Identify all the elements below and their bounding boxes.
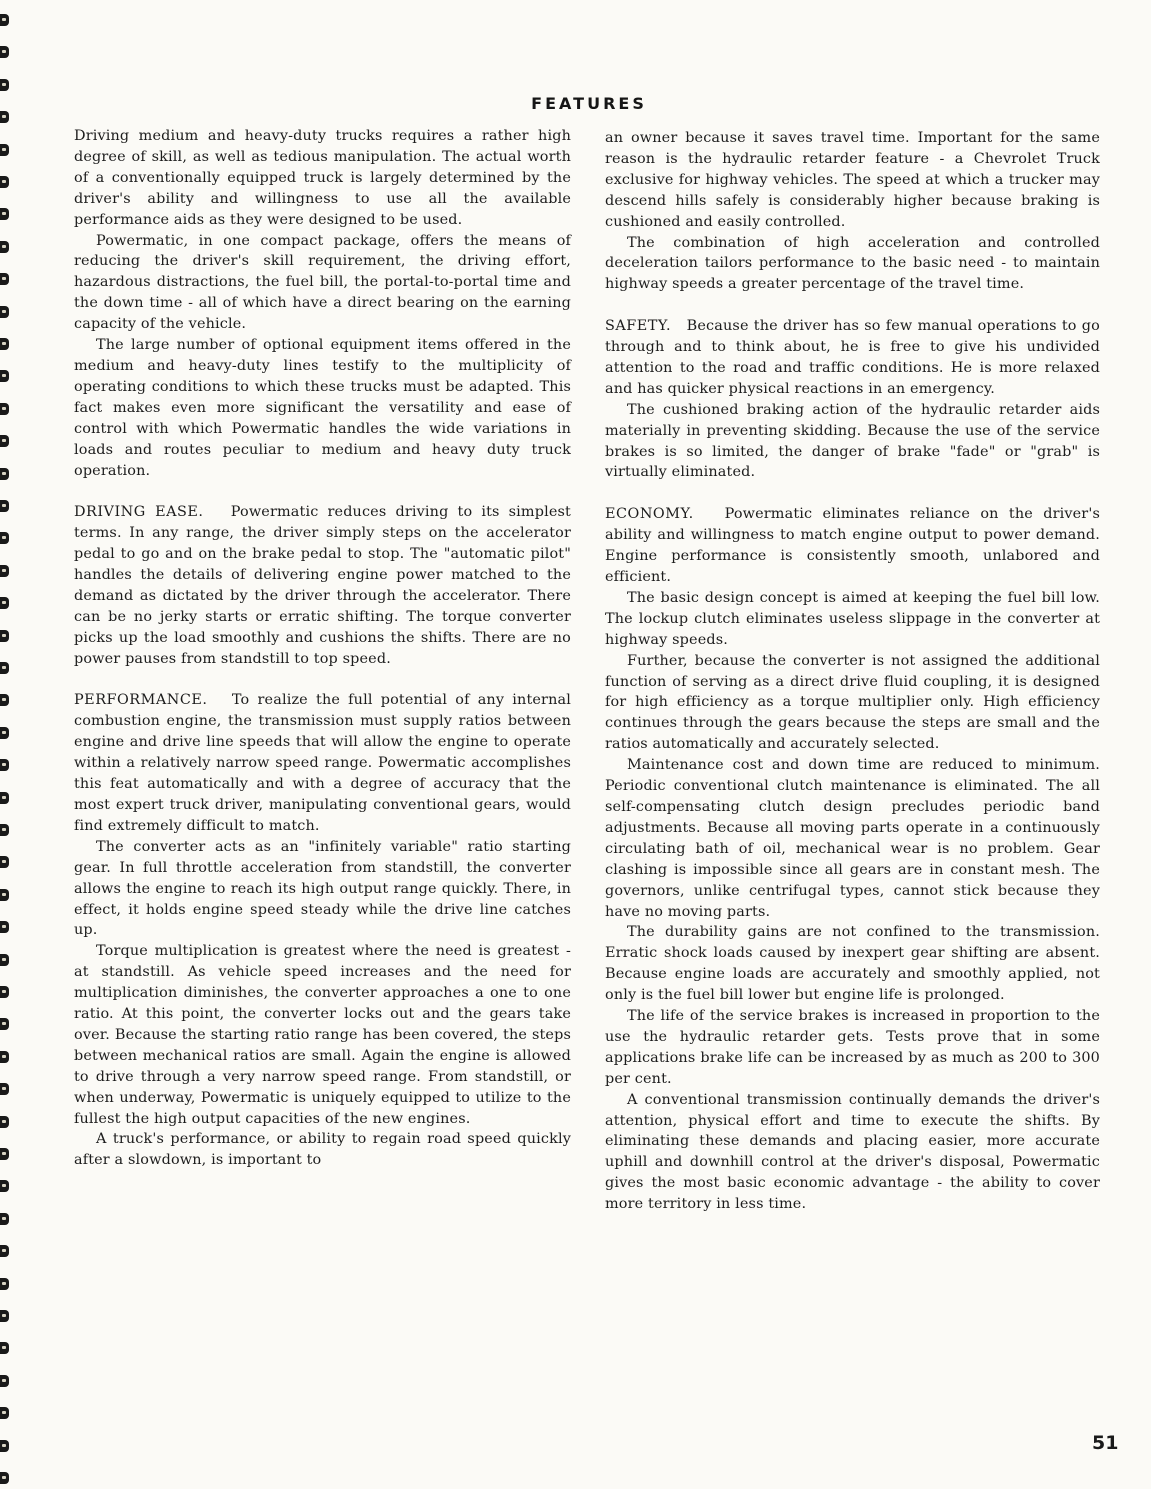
paragraph: Powermatic eliminates reliance on the driver's ability and willingness to match engine output to power demand. Engine performance is consistently smooth, unlabored and efficient. (605, 506, 1100, 585)
binding-ring (0, 792, 9, 804)
binding-ring (0, 1310, 9, 1322)
paragraph: Because the driver has so few manual operations to go through and to think about, he is free to give his undivided attention to the road and traffic conditions. He is more relaxed and has quicker physical reactions in an emergency. (605, 318, 1100, 397)
paragraph: The converter acts as an "infinitely variable" ratio starting gear. In full throttle acceleration from standstill, the converter allows the engine to reach its high output range quickly. There, in effect, it holds engine speed steady while the drive line catches up. (74, 838, 571, 939)
binding-ring (0, 1180, 9, 1192)
binding-ring (0, 1407, 9, 1419)
binding-ring (0, 532, 9, 544)
paragraph: The large number of optional equipment items offered in the medium and heavy-duty lines testify to the multiplicity of operating conditions to which these trucks must be adapted. This fact makes even more significant the versatility and ease of control with which Powermatic handles the wide variations in loads and routes peculiar to medium and heavy duty truck operation. (74, 337, 571, 479)
section-driving-ease (74, 502, 571, 669)
binding-ring (0, 889, 9, 901)
paragraph: A truck's performance, or ability to regain road speed quickly after a slowdown, is important to (74, 1131, 571, 1169)
paragraph: Maintenance cost and down time are reduced to minimum. Periodic conventional clutch maintenance is eliminated. The all self-compensating clutch design precludes periodic band adjustments. Because all moving parts operate in a continuously circulating bath of oil, mechanical wear is no problem. Gear clashing is impossible since all gears are in constant mesh. The governors, unlike centrifugal types, cannot stick because they have no moving parts. (605, 757, 1100, 920)
binding-ring (0, 1051, 9, 1063)
section-safety (605, 316, 1100, 400)
paragraph: The durability gains are not confined to the transmission. Erratic shock loads caused by inexpert gear shifting are absent. Because engine loads are accurately and smoothly applied, not only is the fuel bill lower but engine life is prolonged. (605, 924, 1100, 1004)
paragraph: Powermatic, in one compact package, offers the means of reducing the driver's skill requirement, the driving effort, hazardous distractions, the fuel bill, the portal-to-portal time and the down time - all of which have a direct bearing on the earning capacity of the vehicle. (74, 232, 571, 333)
binding-ring (0, 727, 9, 739)
spiral-binding (0, 0, 14, 1489)
section-heading: DRIVING EASE. (74, 504, 204, 521)
binding-ring (0, 273, 9, 285)
binding-ring (0, 694, 9, 706)
paragraph: Powermatic reduces driving to its simplest terms. In any range, the driver simply steps on the accelerator pedal to go and on the brake pedal to stop. The "automatic pilot" handles the details of delivering engine power matched to the demand as dictated by the driver through the accelerator. There can be no jerky starts or erratic shifting. The torque converter picks up the load smoothly and cushions the shifts. There are no power pauses from standstill to top speed. (74, 504, 571, 667)
section-performance (74, 690, 571, 836)
binding-ring (0, 79, 9, 91)
binding-ring (0, 630, 9, 642)
binding-ring (0, 306, 9, 318)
binding-ring (0, 1083, 9, 1095)
left-column (74, 126, 571, 1171)
binding-ring (0, 14, 9, 26)
binding-ring (0, 208, 9, 220)
section-heading: PERFORMANCE. (74, 692, 208, 709)
binding-ring (0, 921, 9, 933)
paragraph: The combination of high acceleration and controlled deceleration tailors performance to the basic need - to maintain highway speeds a greater percentage of the travel time. (605, 234, 1100, 293)
binding-ring (0, 176, 9, 188)
binding-ring (0, 500, 9, 512)
binding-ring (0, 1472, 9, 1484)
paragraph: Driving medium and heavy-duty trucks requires a rather high degree of skill, as well as tedious manipulation. The actual worth of a conventionally equipped truck is largely determined by the driver's ability and willingness to use all the available performance aids as they were designed to be used. (74, 128, 571, 228)
binding-ring (0, 565, 9, 577)
binding-ring (0, 241, 9, 253)
binding-ring (0, 46, 9, 58)
binding-ring (0, 1375, 9, 1387)
right-column (605, 128, 1100, 1215)
binding-ring (0, 1213, 9, 1225)
binding-ring (0, 1245, 9, 1257)
section-heading: ECONOMY. (605, 506, 694, 523)
binding-ring (0, 759, 9, 771)
binding-ring (0, 338, 9, 350)
binding-ring (0, 597, 9, 609)
binding-ring (0, 1148, 9, 1160)
binding-ring (0, 370, 9, 382)
binding-ring (0, 435, 9, 447)
binding-ring (0, 856, 9, 868)
paragraph: A conventional transmission continually demands the driver's attention, physical effort and time to execute the shifts. By eliminating these demands and placing easier, more accurate uphill and downhill control at the driver's disposal, Powermatic gives the most basic economic advantage - the ability to cover more territory in less time. (605, 1091, 1100, 1213)
binding-ring (0, 954, 9, 966)
section-economy (605, 504, 1100, 588)
paragraph: The cushioned braking action of the hydraulic retarder aids materially in preventing skidding. Because the use of the service brakes is so limited, the danger of brake "fade" or "grab" is virtually eliminated. (605, 401, 1100, 481)
binding-ring (0, 403, 9, 415)
binding-ring (0, 144, 9, 156)
binding-ring (0, 1278, 9, 1290)
paragraph: The basic design concept is aimed at keeping the fuel bill low. The lockup clutch eliminates useless slippage in the converter at highway speeds. (605, 589, 1100, 648)
page-heading: FEATURES (531, 94, 647, 113)
binding-ring (0, 824, 9, 836)
paragraph: Torque multiplication is greatest where the need is greatest - at standstill. As vehicle speed increases and the need for multiplication diminishes, the converter approaches a one to one ratio. At this point, the converter locks out and the gears take over. Because the starting ratio range has been covered, the steps between mechanical ratios are small. Again the engine is allowed to drive through a very narrow speed range. From standstill, or when underway, Powermatic is uniquely equipped to utilize to the fullest the high output capacities of the new engines. (74, 943, 571, 1127)
paragraph: The life of the service brakes is increased in proportion to the use the hydraulic retarder gets. Tests prove that in some applications brake life can be increased by as much as 200 to 300 per cent. (605, 1008, 1100, 1087)
binding-ring (0, 1440, 9, 1452)
paragraph: an owner because it saves travel time. Important for the same reason is the hydraulic retarder feature - a Chevrolet Truck exclusive for highway vehicles. The speed at which a trucker may descend hills safely is considerably higher because braking is cushioned and easily controlled. (605, 130, 1100, 230)
binding-ring (0, 1018, 9, 1030)
binding-ring (0, 1342, 9, 1354)
paragraph: Further, because the converter is not assigned the additional function of serving as a direct drive fluid coupling, it is designed for high efficiency as a torque multiplier only. High efficiency continues through the gears because the steps are small and the ratios automatically and accurately selected. (605, 652, 1100, 753)
binding-ring (0, 468, 9, 480)
section-heading: SAFETY. (605, 318, 672, 335)
page-number: 51 (1092, 1432, 1119, 1454)
binding-ring (0, 986, 9, 998)
binding-ring (0, 662, 9, 674)
paragraph: To realize the full potential of any internal combustion engine, the transmission must supply ratios between engine and drive line speeds that will allow the engine to operate within a relatively narrow speed range. Powermatic accomplishes this feat automatically and with a degree of accuracy that the most expert truck driver, manipulating conventional gears, would find extremely difficult to match. (74, 692, 571, 834)
binding-ring (0, 1116, 9, 1128)
